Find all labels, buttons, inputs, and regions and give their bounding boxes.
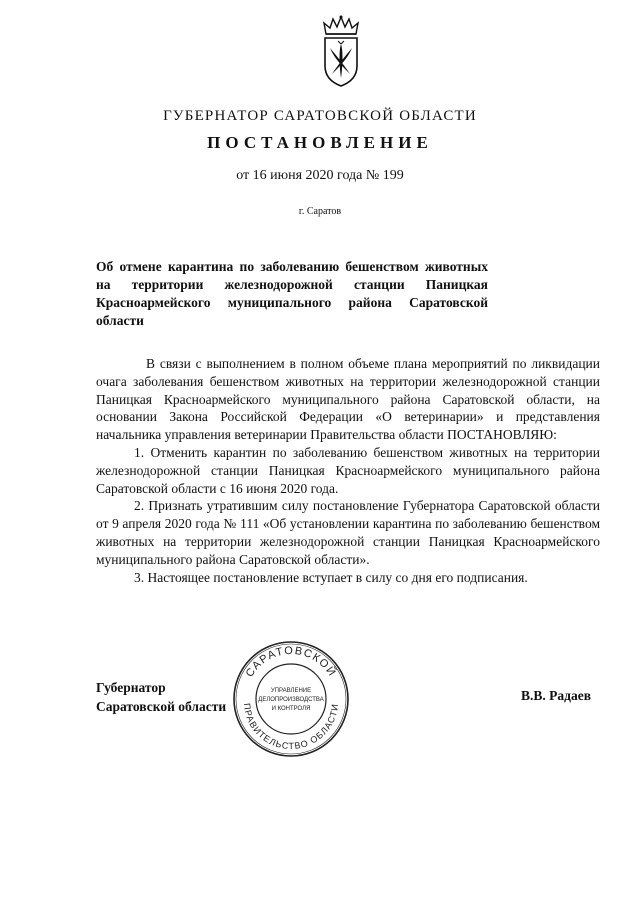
- stamp-center-line-3: И КОНТРОЛЯ: [271, 706, 311, 712]
- signatory-name: В.В. Радаев: [521, 688, 591, 703]
- official-stamp: [232, 640, 350, 758]
- position-line-2: Саратовской области: [96, 699, 227, 714]
- stamp-ring-bottom: ПРАВИТЕЛЬСТВО ОБЛАСТИ: [241, 702, 341, 752]
- document-body: [96, 355, 600, 586]
- item-1: 1. Отменить карантин по заболеванию бешенством животных на территории железнодорожной станции Паницкая Красноармейского муниципального района Саратовской области с 16 июня 2020 года.: [96, 444, 600, 496]
- saratov-coat-of-arms-icon: [318, 14, 364, 90]
- item-3: 3. Настоящее постановление вступает в силу со дня его подписания.: [134, 569, 528, 585]
- document-date-number: от 16 июня 2020 года № 199: [236, 168, 404, 183]
- svg-text:САРАТОВСКОЙ: [244, 645, 340, 680]
- document-city: г. Саратов: [298, 206, 342, 217]
- stamp-center-line-2: ДЕЛОПРОИЗВОДСТВА: [258, 697, 324, 703]
- stamp-center-line-1: УПРАВЛЕНИЕ: [270, 688, 312, 694]
- stamp-ring-top: САРАТОВСКОЙ: [243, 644, 339, 680]
- intro-paragraph: В связи с выполнением в полном объеме плана мероприятий по ликвидации очага заболевания бешенством животных на территории железнодорожной станции Паницкая Красноармейского муниципального района Саратовской области, на основании Закона Российской Федерации «О ветеринарии» и представления начальника управления ветеринарии Правительства области ПОСТАНОВЛЯЮ:: [96, 356, 600, 443]
- signatory-position: [96, 678, 226, 716]
- document-type: ПОСТАНОВЛЕНИЕ: [207, 133, 433, 152]
- position-line-1: Губернатор: [96, 680, 166, 695]
- document-title: Об отмене карантина по заболеванию бешенством животных на территории железнодорожной станции Паницкая Красноармейского муниципального района Саратовской области: [96, 259, 488, 328]
- issuer-heading: ГУБЕРНАТОР САРАТОВСКОЙ ОБЛАСТИ: [163, 108, 477, 124]
- item-2: 2. Признать утратившим силу постановление Губернатора Саратовской области от 9 апреля 2020 года № 111 «Об установлении карантина по заболеванию бешенством животных на территории железнодорожной станции Паницкая Красноармейского муниципального района Саратовской области».: [96, 498, 600, 567]
